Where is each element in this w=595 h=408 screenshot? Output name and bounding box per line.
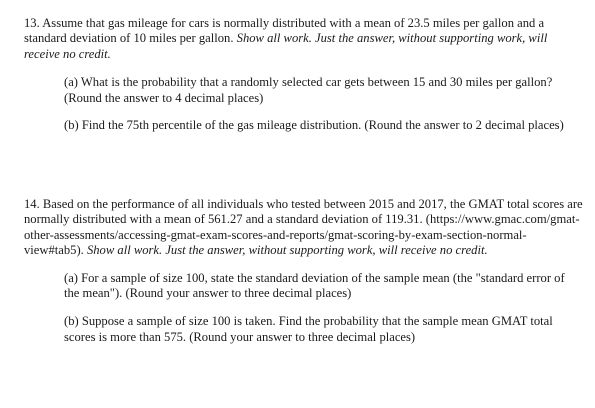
question-13-text	[24, 16, 584, 62]
question-13	[24, 16, 584, 133]
question-14-statement: 14. Based on the performance of all individuals who tested between 2015 and 2017, the GMAT total scores are normally distributed with a mean of 561.27 and a standard deviation of 119.31. (https://www.gmac.com/gmat-other-assessments/accessing-gmat-exam-scores-and-reports/gmat-scoring-by-exam-section-normal-view#tab5).	[24, 197, 583, 258]
question-14-text	[24, 197, 584, 259]
question-14-instruction: Show all work. Just the answer, without supporting work, will receive no credit.	[86, 243, 488, 258]
question-13-instruction: Show all work. Just the answer, without supporting work, will receive no credit.	[24, 31, 548, 61]
question-13-part-a: (a) What is the probability that a randomly selected car gets between 15 and 30 miles per gallon? (Round the answer to 4 decimal places)	[64, 75, 553, 105]
question-14-part-b: (b) Suppose a sample of size 100 is taken. Find the probability that the sample mean GMAT total scores is more than 575. (Round your answer to three decimal places)	[64, 314, 553, 344]
question-13-part-b: (b) Find the 75th percentile of the gas mileage distribution. (Round the answer to 2 decimal places)	[64, 118, 564, 133]
question-14	[24, 197, 584, 345]
question-14-part-a: (a) For a sample of size 100, state the standard deviation of the sample mean (the "standard error of the mean"). (Round your answer to three decimal places)	[64, 270, 565, 301]
question-13-statement: 13. Assume that gas mileage for cars is normally distributed with a mean of 23.5 miles per gallon and a standard deviation of 10 miles per gallon.	[24, 16, 545, 46]
